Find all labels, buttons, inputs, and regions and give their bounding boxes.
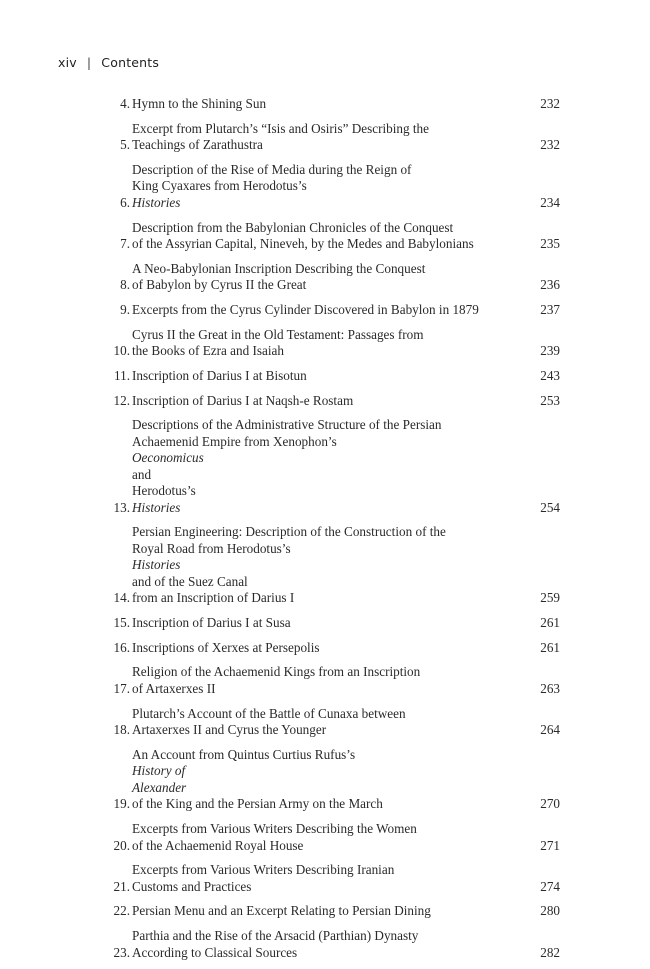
title-segment: Teachings of Zarathustra: [132, 137, 263, 153]
entry-page-number: 264: [540, 722, 560, 738]
entry-number: 18.: [113, 722, 130, 738]
title-segment: Excerpt from Plutarch’s “Isis and Osiris” Describing the: [132, 120, 430, 136]
entry-title-line: [132, 862, 520, 879]
italic-title-segment: History of: [132, 763, 186, 779]
entry-title-line: [132, 261, 520, 278]
toc-entry: [100, 393, 560, 410]
toc-entry: [100, 368, 560, 385]
entry-title-line: [132, 277, 520, 294]
title-segment: of Artaxerxes II: [132, 680, 216, 696]
title-segment: Royal Road from Herodotus’s: [132, 540, 291, 556]
italic-title-segment: Oeconomicus: [132, 450, 204, 466]
entry-title-line: [132, 236, 520, 253]
entry-page-number: 263: [540, 680, 560, 696]
entry-title-line: [132, 681, 520, 698]
entry-number: 4.: [120, 96, 130, 111]
entry-title-line: [132, 178, 520, 211]
title-segment: of Babylon by Cyrus II the Great: [132, 277, 307, 293]
title-segment: Hymn to the Shining Sun: [132, 96, 267, 111]
title-segment: of the Assyrian Capital, Nineveh, by the Medes and Babylonians: [132, 236, 474, 252]
italic-title-segment: Alexander: [132, 779, 187, 795]
entry-number: 15.: [113, 615, 130, 631]
entry-title: [132, 162, 520, 212]
entry-title: [132, 747, 520, 813]
entry-title: [132, 220, 520, 253]
title-segment: Descriptions of the Administrative Structure of the Persian: [132, 417, 442, 433]
entry-title: [132, 640, 520, 657]
title-segment: Excerpts from the Cyrus Cylinder Discovered in Babylon in 1879: [132, 301, 479, 317]
title-segment: Inscriptions of Xerxes at Persepolis: [132, 639, 320, 655]
toc-entry: [100, 615, 560, 632]
entry-page-number: 237: [540, 301, 560, 317]
entry-title-line: [132, 417, 520, 434]
entry-title-line: [132, 343, 520, 360]
title-segment: A Neo-Babylonian Inscription Describing the Conquest: [132, 260, 426, 276]
entry-page-number: 235: [540, 236, 560, 252]
entry-page-number: 239: [540, 343, 560, 359]
italic-title-segment: Histories: [132, 194, 181, 210]
title-segment: Description from the Babylonian Chronicles of the Conquest: [132, 219, 454, 235]
entry-number: 11.: [114, 367, 130, 383]
toc-entry: [100, 121, 560, 154]
entry-number: 10.: [113, 343, 130, 359]
entry-title: [132, 903, 520, 920]
entry-number: 8.: [120, 277, 130, 293]
title-segment: the Books of Ezra and Isaiah: [132, 343, 284, 359]
title-segment: Plutarch’s Account of the Battle of Cunaxa between: [132, 705, 406, 721]
title-segment: Excerpts from Various Writers Describing the Women: [132, 821, 417, 836]
toc-entry: [100, 261, 560, 294]
section-title: Contents: [101, 55, 160, 70]
entry-number: 20.: [113, 837, 130, 853]
entry-title-line: [132, 96, 520, 113]
toc-entry: [100, 664, 560, 697]
entry-title-line: [132, 121, 520, 138]
entry-title-line: [132, 162, 520, 179]
title-segment: Description of the Rise of Media during the Reign of: [132, 161, 412, 177]
entry-page-number: 270: [540, 796, 560, 812]
entry-title-line: [132, 838, 520, 855]
entry-title: [132, 928, 520, 961]
title-segment: Excerpts from Various Writers Describing Iranian: [132, 862, 395, 878]
entry-title: [132, 664, 520, 697]
title-segment: and: [132, 466, 152, 482]
title-segment: Persian Engineering: Description of the Construction of the: [132, 524, 446, 540]
entry-page-number: 261: [540, 615, 560, 631]
entry-title-line: [132, 327, 520, 344]
entry-title-line: [132, 590, 520, 607]
italic-title-segment: Histories: [132, 499, 181, 515]
entry-title-line: [132, 524, 520, 541]
entry-page-number: 254: [540, 499, 560, 515]
entry-page-number: 243: [540, 367, 560, 383]
toc-entry: [100, 302, 560, 319]
entry-page-number: 236: [540, 277, 560, 293]
entry-title-line: [132, 137, 520, 154]
toc-entry: [100, 640, 560, 657]
entry-page-number: 280: [540, 903, 560, 919]
title-segment: Customs and Practices: [132, 878, 252, 894]
running-head: [58, 55, 159, 70]
entry-number: 17.: [113, 680, 130, 696]
entry-page-number: 274: [540, 878, 560, 894]
entry-title: [132, 393, 520, 410]
entry-title-line: [132, 393, 520, 410]
entry-page-number: 259: [540, 590, 560, 606]
entry-number: 12.: [113, 392, 130, 408]
toc-entry: [100, 903, 560, 920]
entry-title: [132, 368, 520, 385]
entry-title-line: [132, 664, 520, 681]
title-segment: from an Inscription of Darius I: [132, 590, 295, 606]
entry-number: 7.: [120, 236, 130, 252]
entry-title: [132, 524, 520, 607]
title-segment: Herodotus’s: [132, 483, 196, 499]
toc-entry: [100, 862, 560, 895]
entry-page-number: 234: [540, 194, 560, 210]
entry-number: 23.: [113, 944, 130, 960]
title-segment: Achaemenid Empire from Xenophon’s: [132, 433, 337, 449]
folio-number: xiv: [58, 55, 77, 70]
entry-title-line: [132, 903, 520, 920]
entry-title: [132, 862, 520, 895]
entry-title-line: [132, 747, 520, 780]
title-segment: Artaxerxes II and Cyrus the Younger: [132, 722, 327, 738]
title-segment: of the Achaemenid Royal House: [132, 837, 304, 853]
title-segment: Persian Menu and an Excerpt Relating to Persian Dining: [132, 903, 431, 919]
entry-title-line: [132, 302, 520, 319]
italic-title-segment: Histories: [132, 557, 181, 573]
toc-entry: [100, 327, 560, 360]
entry-title-line: [132, 434, 520, 484]
entry-title-line: [132, 821, 520, 838]
entry-number: 16.: [113, 639, 130, 655]
entry-title-line: [132, 615, 520, 632]
entry-title: [132, 121, 520, 154]
toc-entry: [100, 162, 560, 212]
header-separator: |: [86, 55, 92, 70]
entry-title-line: [132, 780, 520, 813]
entry-number: 14.: [113, 590, 130, 606]
entry-number: 22.: [113, 903, 130, 919]
entry-number: 9.: [120, 301, 130, 317]
title-segment: Parthia and the Rise of the Arsacid (Parthian) Dynasty: [132, 928, 419, 944]
entry-title: [132, 327, 520, 360]
entry-title-line: [132, 706, 520, 723]
entry-number: 21.: [113, 878, 130, 894]
title-segment: Cyrus II the Great in the Old Testament: Passages from: [132, 326, 424, 342]
entry-title-line: [132, 541, 520, 591]
entry-title-line: [132, 483, 520, 516]
entry-title-line: [132, 220, 520, 237]
toc-entry: [100, 524, 560, 607]
title-segment: Inscription of Darius I at Naqsh-e Rostam: [132, 392, 354, 408]
table-of-contents: [100, 96, 560, 969]
entry-number: 6.: [120, 194, 130, 210]
entry-title: [132, 261, 520, 294]
title-segment: Inscription of Darius I at Susa: [132, 615, 291, 631]
title-segment: An Account from Quintus Curtius Rufus’s: [132, 746, 356, 762]
entry-page-number: 253: [540, 392, 560, 408]
title-segment: and of the Suez Canal: [132, 573, 248, 589]
title-segment: King Cyaxares from Herodotus’s: [132, 178, 307, 194]
entry-title: [132, 615, 520, 632]
entry-page-number: 232: [540, 96, 560, 111]
toc-entry: [100, 747, 560, 813]
entry-title: [132, 302, 520, 319]
entry-title: [132, 96, 520, 113]
entry-page-number: 232: [540, 137, 560, 153]
toc-entry: [100, 220, 560, 253]
entry-title: [132, 821, 520, 854]
toc-entry: [100, 928, 560, 961]
entry-title-line: [132, 879, 520, 896]
entry-title: [132, 417, 520, 516]
entry-title: [132, 706, 520, 739]
title-segment: Religion of the Achaemenid Kings from an Inscription: [132, 664, 421, 680]
title-segment: According to Classical Sources: [132, 944, 298, 960]
toc-entry: [100, 821, 560, 854]
entry-number: 13.: [113, 499, 130, 515]
entry-page-number: 282: [540, 944, 560, 960]
entry-title-line: [132, 722, 520, 739]
toc-entry: [100, 417, 560, 516]
title-segment: Inscription of Darius I at Bisotun: [132, 367, 307, 383]
entry-page-number: 261: [540, 639, 560, 655]
entry-title-line: [132, 368, 520, 385]
entry-title-line: [132, 945, 520, 962]
entry-number: 5.: [120, 137, 130, 153]
entry-page-number: 271: [540, 837, 560, 853]
title-segment: of the King and the Persian Army on the March: [132, 796, 383, 812]
entry-number: 19.: [113, 796, 130, 812]
entry-title-line: [132, 640, 520, 657]
toc-entry: [100, 706, 560, 739]
toc-entry: [100, 96, 560, 113]
entry-title-line: [132, 928, 520, 945]
